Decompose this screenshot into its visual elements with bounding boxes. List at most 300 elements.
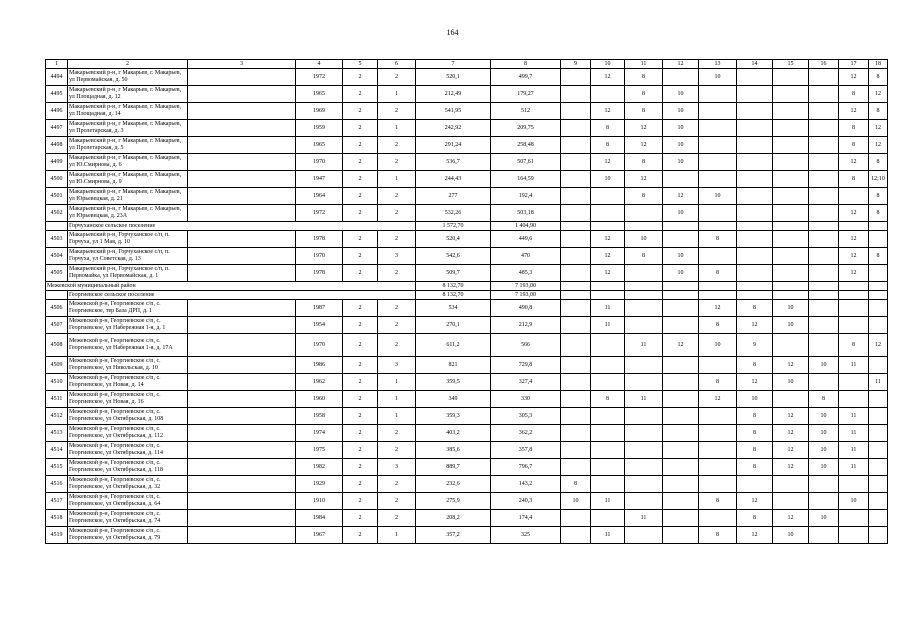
section-label: Георгиевское сельское поселение bbox=[68, 291, 416, 300]
table-cell bbox=[188, 374, 296, 391]
table-cell bbox=[625, 205, 663, 222]
table-cell bbox=[591, 188, 625, 205]
table-cell: 2 bbox=[378, 188, 416, 205]
address-cell: Межевской р-н, Георгиевское с/п, с. Георгиевское, ул Никольская, д. 10 bbox=[68, 357, 188, 374]
table-cell: 2 bbox=[378, 154, 416, 171]
table-cell bbox=[188, 408, 296, 425]
table-cell: 2 bbox=[343, 334, 378, 357]
row-number: 4501 bbox=[46, 188, 68, 205]
table-cell bbox=[188, 459, 296, 476]
table-cell: 541,95 bbox=[416, 103, 491, 120]
table-cell bbox=[809, 317, 839, 334]
table-cell: 1 bbox=[378, 527, 416, 544]
table-cell: 1982 bbox=[296, 459, 343, 476]
table-cell bbox=[561, 86, 591, 103]
table-cell: 1972 bbox=[296, 205, 343, 222]
table-cell: 8 bbox=[625, 86, 663, 103]
empty-cell bbox=[46, 291, 68, 300]
table-cell: 1978 bbox=[296, 265, 343, 282]
table-cell: 11 bbox=[839, 459, 869, 476]
empty-cell bbox=[839, 222, 869, 231]
table-cell: 2 bbox=[378, 231, 416, 248]
table-cell bbox=[737, 231, 773, 248]
table-cell bbox=[839, 527, 869, 544]
table-cell: 1967 bbox=[296, 527, 343, 544]
table-cell bbox=[663, 231, 699, 248]
table-cell: 3 bbox=[378, 459, 416, 476]
empty-cell bbox=[663, 291, 699, 300]
table-cell: 12 bbox=[839, 231, 869, 248]
table-cell bbox=[699, 86, 737, 103]
table-cell bbox=[869, 391, 888, 408]
empty-cell bbox=[773, 282, 809, 291]
table-cell: 8 bbox=[699, 231, 737, 248]
address-cell: Межевской р-н, Георгиевское с/п, с. Георгиевское, ул Набережная 1-я, д. 17А bbox=[68, 334, 188, 357]
table-cell bbox=[663, 408, 699, 425]
table-cell bbox=[663, 527, 699, 544]
table-cell: 534 bbox=[416, 300, 491, 317]
table-cell: 2 bbox=[378, 425, 416, 442]
row-number: 4503 bbox=[46, 231, 68, 248]
table-row bbox=[46, 391, 888, 408]
table-cell bbox=[869, 493, 888, 510]
table-cell: 1958 bbox=[296, 408, 343, 425]
table-cell bbox=[869, 231, 888, 248]
table-cell: 12 bbox=[869, 120, 888, 137]
table-cell: 1 bbox=[378, 391, 416, 408]
table-cell bbox=[869, 459, 888, 476]
table-cell: 143,2 bbox=[491, 476, 561, 493]
table-cell: 11 bbox=[869, 374, 888, 391]
table-cell bbox=[188, 476, 296, 493]
table-row bbox=[46, 154, 888, 171]
table-cell bbox=[773, 120, 809, 137]
address-cell: Межевской р-н, Георгиевское с/п, с. Георгиевское, ул Октябрьская, д. 118 bbox=[68, 459, 188, 476]
table-cell: 2 bbox=[343, 86, 378, 103]
table-body bbox=[46, 60, 888, 544]
table-cell: 403,2 bbox=[416, 425, 491, 442]
section-total: 7 193,00 bbox=[491, 291, 561, 300]
table-cell: 12 bbox=[839, 265, 869, 282]
table-cell: 10 bbox=[839, 493, 869, 510]
table-cell: 12 bbox=[869, 334, 888, 357]
table-cell: 8 bbox=[625, 248, 663, 265]
table-cell: 2 bbox=[378, 69, 416, 86]
table-cell: 512 bbox=[491, 103, 561, 120]
table-cell: 2 bbox=[378, 300, 416, 317]
table-cell: 536,7 bbox=[416, 154, 491, 171]
table-cell: 2 bbox=[378, 205, 416, 222]
table-cell: 8 bbox=[625, 103, 663, 120]
empty-cell bbox=[561, 282, 591, 291]
table-cell: 8 bbox=[869, 248, 888, 265]
table-row bbox=[46, 374, 888, 391]
empty-cell bbox=[869, 282, 888, 291]
table-cell bbox=[699, 103, 737, 120]
table-cell: 1947 bbox=[296, 171, 343, 188]
table-cell: 1 bbox=[378, 374, 416, 391]
table-cell: 10 bbox=[699, 69, 737, 86]
table-cell bbox=[561, 205, 591, 222]
table-cell bbox=[869, 476, 888, 493]
table-cell: 12 bbox=[591, 103, 625, 120]
table-cell: 357,8 bbox=[491, 442, 561, 459]
table-cell: 258,48 bbox=[491, 137, 561, 154]
table-cell: 1986 bbox=[296, 357, 343, 374]
table-cell bbox=[625, 317, 663, 334]
table-cell: 10 bbox=[699, 188, 737, 205]
table-cell bbox=[561, 527, 591, 544]
table-cell: 12 bbox=[773, 510, 809, 527]
table-cell: 821 bbox=[416, 357, 491, 374]
table-cell: 8 bbox=[699, 527, 737, 544]
table-cell bbox=[869, 442, 888, 459]
table-cell: 520,1 bbox=[416, 69, 491, 86]
empty-cell bbox=[625, 222, 663, 231]
table-cell bbox=[591, 374, 625, 391]
address-cell: Макарьевский р-н, г Макарьев, г. Макарьев, ул Ю.Смирнова, д. 9 bbox=[68, 171, 188, 188]
row-number: 4509 bbox=[46, 357, 68, 374]
table-cell bbox=[663, 391, 699, 408]
table-cell bbox=[663, 459, 699, 476]
table-cell: 2 bbox=[378, 103, 416, 120]
table-cell bbox=[188, 527, 296, 544]
table-cell bbox=[561, 357, 591, 374]
table-cell bbox=[773, 69, 809, 86]
table-cell bbox=[561, 265, 591, 282]
address-cell: Макарьевский р-н, г Макарьев, г. Макарьев, ул Ю.Смирнова, д. 6 bbox=[68, 154, 188, 171]
table-cell bbox=[591, 459, 625, 476]
table-cell bbox=[561, 171, 591, 188]
table-cell bbox=[561, 408, 591, 425]
table-cell bbox=[663, 425, 699, 442]
table-cell: 12 bbox=[737, 317, 773, 334]
empty-cell bbox=[737, 222, 773, 231]
table-cell: 507,61 bbox=[491, 154, 561, 171]
table-cell bbox=[561, 248, 591, 265]
table-row bbox=[46, 265, 888, 282]
table-cell: 10 bbox=[663, 154, 699, 171]
table-cell bbox=[699, 248, 737, 265]
table-cell: 8 bbox=[591, 137, 625, 154]
table-row bbox=[46, 476, 888, 493]
table-cell: 2 bbox=[378, 265, 416, 282]
table-cell: 349 bbox=[416, 391, 491, 408]
table-row bbox=[46, 120, 888, 137]
table-cell bbox=[809, 120, 839, 137]
row-number: 4516 bbox=[46, 476, 68, 493]
table-cell bbox=[625, 265, 663, 282]
table-cell: 10 bbox=[663, 137, 699, 154]
table-cell: 2 bbox=[343, 510, 378, 527]
table-cell: 8 bbox=[737, 425, 773, 442]
address-cell: Макарьевский р-н, Горчуханское с/п, п. Горчуха, ул Советская, д. 13 bbox=[68, 248, 188, 265]
table-cell: 10 bbox=[625, 231, 663, 248]
table-cell bbox=[188, 86, 296, 103]
table-cell: 11 bbox=[625, 510, 663, 527]
row-number: 4499 bbox=[46, 154, 68, 171]
table-cell: 10 bbox=[809, 357, 839, 374]
housing-table bbox=[45, 59, 888, 544]
table-cell: 277 bbox=[416, 188, 491, 205]
table-cell bbox=[561, 137, 591, 154]
table-cell bbox=[737, 137, 773, 154]
table-cell: 1970 bbox=[296, 248, 343, 265]
table-cell bbox=[773, 391, 809, 408]
table-cell: 2 bbox=[378, 317, 416, 334]
table-cell bbox=[663, 357, 699, 374]
table-cell: 449,6 bbox=[491, 231, 561, 248]
address-cell: Межевской р-н, Георгиевское с/п, с. Георгиевское, ул Октябрьская, д. 32 bbox=[68, 476, 188, 493]
table-row bbox=[46, 248, 888, 265]
row-number: 4507 bbox=[46, 317, 68, 334]
table-cell: 12 bbox=[869, 86, 888, 103]
table-cell: 8 bbox=[809, 391, 839, 408]
table-cell: 2 bbox=[378, 476, 416, 493]
row-number: 4502 bbox=[46, 205, 68, 222]
table-cell bbox=[773, 137, 809, 154]
table-cell bbox=[737, 476, 773, 493]
empty-cell bbox=[839, 282, 869, 291]
table-cell: 729,8 bbox=[491, 357, 561, 374]
address-cell: Межевской р-н, Георгиевское с/п, с. Георгиевское, ул Октябрьская, д. 114 bbox=[68, 442, 188, 459]
table-cell bbox=[188, 317, 296, 334]
table-cell bbox=[663, 300, 699, 317]
table-cell bbox=[663, 374, 699, 391]
table-cell bbox=[809, 137, 839, 154]
section-label: Горчуханское сельское поселение bbox=[68, 222, 416, 231]
table-cell: 8 bbox=[625, 188, 663, 205]
table-cell: 2 bbox=[343, 442, 378, 459]
table-cell: 12 bbox=[773, 459, 809, 476]
table-cell: 503,18 bbox=[491, 205, 561, 222]
table-cell: 12 bbox=[839, 248, 869, 265]
column-number: 3 bbox=[188, 60, 296, 69]
table-cell bbox=[591, 510, 625, 527]
table-cell: 270,1 bbox=[416, 317, 491, 334]
table-cell bbox=[869, 300, 888, 317]
table-row bbox=[46, 317, 888, 334]
row-number: 4517 bbox=[46, 493, 68, 510]
table-cell: 490,8 bbox=[491, 300, 561, 317]
table-cell: 12 bbox=[737, 493, 773, 510]
table-cell: 10 bbox=[809, 442, 839, 459]
table-row bbox=[46, 137, 888, 154]
table-cell bbox=[663, 510, 699, 527]
table-cell: 8 bbox=[561, 476, 591, 493]
table-cell: 470 bbox=[491, 248, 561, 265]
table-cell: 1972 bbox=[296, 69, 343, 86]
table-cell bbox=[737, 86, 773, 103]
table-row bbox=[46, 459, 888, 476]
table-cell: 8 bbox=[737, 357, 773, 374]
table-cell bbox=[809, 231, 839, 248]
table-cell: 1 bbox=[378, 86, 416, 103]
table-cell bbox=[809, 103, 839, 120]
row-number: 4519 bbox=[46, 527, 68, 544]
table-cell bbox=[869, 317, 888, 334]
table-cell bbox=[561, 425, 591, 442]
address-cell: Межевской р-н, Георгиевское с/п, с. Георгиевское, тер База ДРП, д. 1 bbox=[68, 300, 188, 317]
table-cell: 10 bbox=[663, 86, 699, 103]
table-cell bbox=[561, 231, 591, 248]
table-cell bbox=[591, 442, 625, 459]
table-cell: 2 bbox=[343, 120, 378, 137]
district-total: 7 193,00 bbox=[491, 282, 561, 291]
empty-cell bbox=[625, 291, 663, 300]
table-cell bbox=[188, 103, 296, 120]
table-cell bbox=[809, 374, 839, 391]
table-cell: 12 bbox=[625, 120, 663, 137]
table-cell bbox=[699, 120, 737, 137]
table-cell bbox=[699, 137, 737, 154]
table-cell bbox=[188, 334, 296, 357]
table-cell bbox=[773, 171, 809, 188]
table-cell: 2 bbox=[343, 231, 378, 248]
empty-cell bbox=[869, 291, 888, 300]
table-cell bbox=[699, 476, 737, 493]
table-cell: 12 bbox=[591, 231, 625, 248]
address-cell: Межевской р-н, Георгиевское с/п, с. Георгиевское, ул Октябрьская, д. 108 bbox=[68, 408, 188, 425]
table-cell: 509,7 bbox=[416, 265, 491, 282]
table-cell: 8 bbox=[869, 69, 888, 86]
table-cell bbox=[561, 334, 591, 357]
table-row bbox=[46, 510, 888, 527]
table-cell: 8 bbox=[625, 154, 663, 171]
table-row bbox=[46, 231, 888, 248]
table-cell: 8 bbox=[869, 154, 888, 171]
table-cell bbox=[561, 317, 591, 334]
table-cell bbox=[188, 69, 296, 86]
table-cell bbox=[561, 459, 591, 476]
table-cell bbox=[699, 459, 737, 476]
table-cell bbox=[188, 231, 296, 248]
table-cell bbox=[591, 476, 625, 493]
table-cell bbox=[773, 103, 809, 120]
table-cell: 1984 bbox=[296, 510, 343, 527]
row-number: 4497 bbox=[46, 120, 68, 137]
table-cell bbox=[839, 317, 869, 334]
table-cell bbox=[737, 248, 773, 265]
table-cell bbox=[663, 317, 699, 334]
table-cell: 611,2 bbox=[416, 334, 491, 357]
table-row bbox=[46, 69, 888, 86]
table-cell bbox=[188, 248, 296, 265]
table-cell: 542,6 bbox=[416, 248, 491, 265]
empty-cell bbox=[737, 282, 773, 291]
table-cell: 10 bbox=[773, 300, 809, 317]
table-cell bbox=[699, 425, 737, 442]
table-cell: 2 bbox=[343, 357, 378, 374]
table-cell: 8 bbox=[591, 391, 625, 408]
row-number: 4500 bbox=[46, 171, 68, 188]
row-number: 4498 bbox=[46, 137, 68, 154]
table-cell: 2 bbox=[343, 374, 378, 391]
table-cell bbox=[809, 188, 839, 205]
table-cell: 1975 bbox=[296, 442, 343, 459]
table-cell: 8 bbox=[737, 442, 773, 459]
table-cell: 179,27 bbox=[491, 86, 561, 103]
table-cell: 8 bbox=[625, 69, 663, 86]
table-cell bbox=[699, 408, 737, 425]
table-cell bbox=[773, 248, 809, 265]
table-cell: 12 bbox=[773, 442, 809, 459]
table-cell: 8 bbox=[869, 103, 888, 120]
table-cell bbox=[839, 391, 869, 408]
table-cell: 2 bbox=[343, 171, 378, 188]
table-cell bbox=[625, 527, 663, 544]
table-cell bbox=[591, 408, 625, 425]
table-cell: 485,3 bbox=[491, 265, 561, 282]
table-cell: 3 bbox=[378, 357, 416, 374]
table-cell bbox=[188, 493, 296, 510]
table-cell: 796,7 bbox=[491, 459, 561, 476]
column-number: 13 bbox=[699, 60, 737, 69]
table-cell: 10 bbox=[561, 493, 591, 510]
address-cell: Межевской р-н, Георгиевское с/п, с. Георгиевское, ул Октябрьская, д. 112 bbox=[68, 425, 188, 442]
table-cell bbox=[809, 527, 839, 544]
table-cell: 1 bbox=[378, 171, 416, 188]
table-cell: 2 bbox=[343, 154, 378, 171]
table-cell: 8 bbox=[869, 188, 888, 205]
table-cell: 8 bbox=[591, 120, 625, 137]
empty-cell bbox=[773, 222, 809, 231]
table-cell bbox=[625, 442, 663, 459]
table-cell bbox=[773, 231, 809, 248]
district-label: Межевской муниципальный район bbox=[46, 282, 416, 291]
address-cell: Межевской р-н, Георгиевское с/п, с. Георгиевское, ул Октябрьская, д. 74 bbox=[68, 510, 188, 527]
table-cell bbox=[699, 442, 737, 459]
address-cell: Макарьевский р-н, г Макарьев, г. Макарьев, ул Пролетарская, д. 5 bbox=[68, 137, 188, 154]
empty-cell bbox=[46, 222, 68, 231]
table-cell: 2 bbox=[343, 103, 378, 120]
address-cell: Межевской р-н, Георгиевское с/п, с. Георгиевское, ул Новая, д. 16 bbox=[68, 391, 188, 408]
table-cell bbox=[625, 300, 663, 317]
table-cell: 8 bbox=[699, 317, 737, 334]
table-row bbox=[46, 408, 888, 425]
table-cell: 12 bbox=[699, 391, 737, 408]
table-cell: 8 bbox=[839, 86, 869, 103]
table-row bbox=[46, 425, 888, 442]
table-cell: 164,59 bbox=[491, 171, 561, 188]
table-cell: 291,24 bbox=[416, 137, 491, 154]
table-cell: 10 bbox=[809, 510, 839, 527]
table-row bbox=[46, 527, 888, 544]
table-cell bbox=[737, 69, 773, 86]
table-cell: 208,2 bbox=[416, 510, 491, 527]
table-cell: 12 bbox=[591, 265, 625, 282]
address-cell: Межевской р-н, Георгиевское с/п, с. Георгиевское, ул Набережная 1-я, д. 1 bbox=[68, 317, 188, 334]
table-cell: 385,6 bbox=[416, 442, 491, 459]
table-cell: 1965 bbox=[296, 137, 343, 154]
table-cell bbox=[809, 69, 839, 86]
table-cell: 275,9 bbox=[416, 493, 491, 510]
address-cell: Макарьевский р-н, г Макарьев, г. Макарьев, ул Юрьевецкая, д. 23А bbox=[68, 205, 188, 222]
column-number: 1 bbox=[46, 60, 68, 69]
table-header-row bbox=[46, 60, 888, 69]
address-cell: Межевской р-н, Георгиевское с/п, с. Георгиевское, ул Октябрьская, д. 64 bbox=[68, 493, 188, 510]
table-cell bbox=[737, 265, 773, 282]
table-cell: 3 bbox=[378, 248, 416, 265]
table-cell: 11 bbox=[839, 408, 869, 425]
table-cell bbox=[839, 374, 869, 391]
table-cell: 2 bbox=[343, 317, 378, 334]
table-cell: 242,92 bbox=[416, 120, 491, 137]
section-total: 1 572,70 bbox=[416, 222, 491, 231]
address-cell: Межевской р-н, Георгиевское с/п, с. Георгиевское, ул Новая, д. 14 bbox=[68, 374, 188, 391]
table-cell: 1987 bbox=[296, 300, 343, 317]
table-cell: 192,4 bbox=[491, 188, 561, 205]
